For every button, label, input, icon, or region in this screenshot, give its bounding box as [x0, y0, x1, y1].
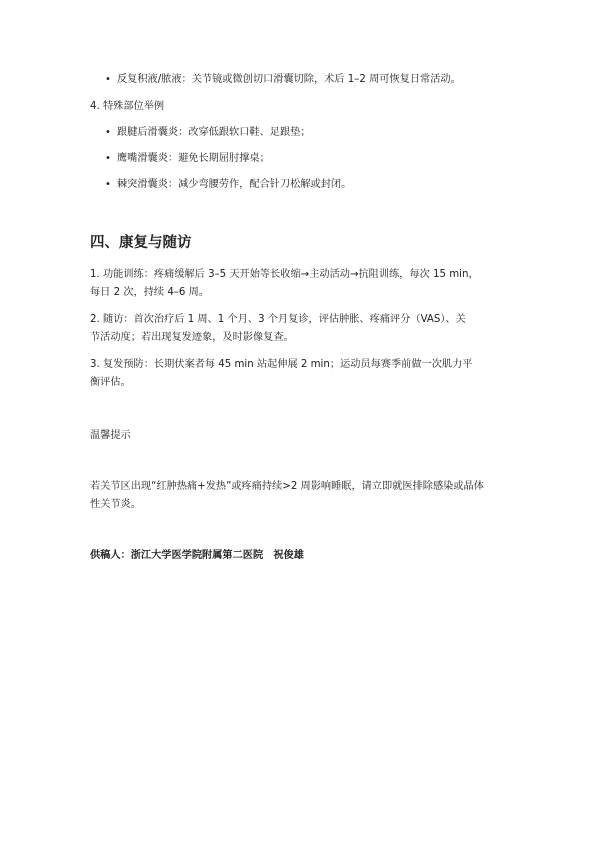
subsection-title: 4. 特殊部位举例: [90, 101, 165, 112]
list-item: 反复积液/脓液：关节镜或微创切口滑囊切除，术后 1–2 周可恢复日常活动。: [117, 74, 461, 85]
paragraph-line: 节活动度；若出现复发迹象，及时影像复查。: [90, 332, 294, 343]
paragraph-line: 若关节区出现“红肿热痛+发热”或疼痛持续>2 周影响睡眠，请立即就医排除感染或晶体: [90, 481, 484, 492]
bullet-icon: •: [105, 153, 111, 164]
paragraph-line: 性关节炎。: [90, 499, 141, 510]
paragraph-line: 1. 功能训练：疼痛缓解后 3–5 天开始等长收缩→主动活动→抗阻训练，每次 15 min，: [90, 269, 479, 280]
bullet-icon: •: [105, 127, 111, 138]
list-item: 跟腱后滑囊炎：改穿低跟软口鞋、足跟垫；: [117, 127, 311, 138]
paragraph-line: 2. 随访：首次治疗后 1 周、1 个月、3 个月复诊，评估肿胀、疼痛评分（VAS）、关: [90, 314, 466, 325]
bullet-icon: •: [105, 74, 111, 85]
list-item: 棘突滑囊炎：减少弯腰劳作，配合针刀松解或封闭。: [117, 179, 352, 190]
paragraph-line: 每日 2 次，持续 4–6 周。: [90, 287, 209, 298]
bullet-icon: •: [105, 179, 111, 190]
paragraph-line: 3. 复发预防：长期伏案者每 45 min 站起伸展 2 min；运动员每赛季前做一次肌力平: [90, 359, 473, 370]
tip-title: 温馨提示: [90, 430, 131, 441]
list-item: 鹰嘴滑囊炎：避免长期屈肘撑桌；: [117, 153, 270, 164]
paragraph-line: 衡评估。: [90, 377, 131, 388]
section-heading: 四、康复与随访: [90, 235, 192, 251]
contributor-line: 供稿人：浙江大学医学院附属第二医院 祝俊雄: [90, 550, 304, 561]
